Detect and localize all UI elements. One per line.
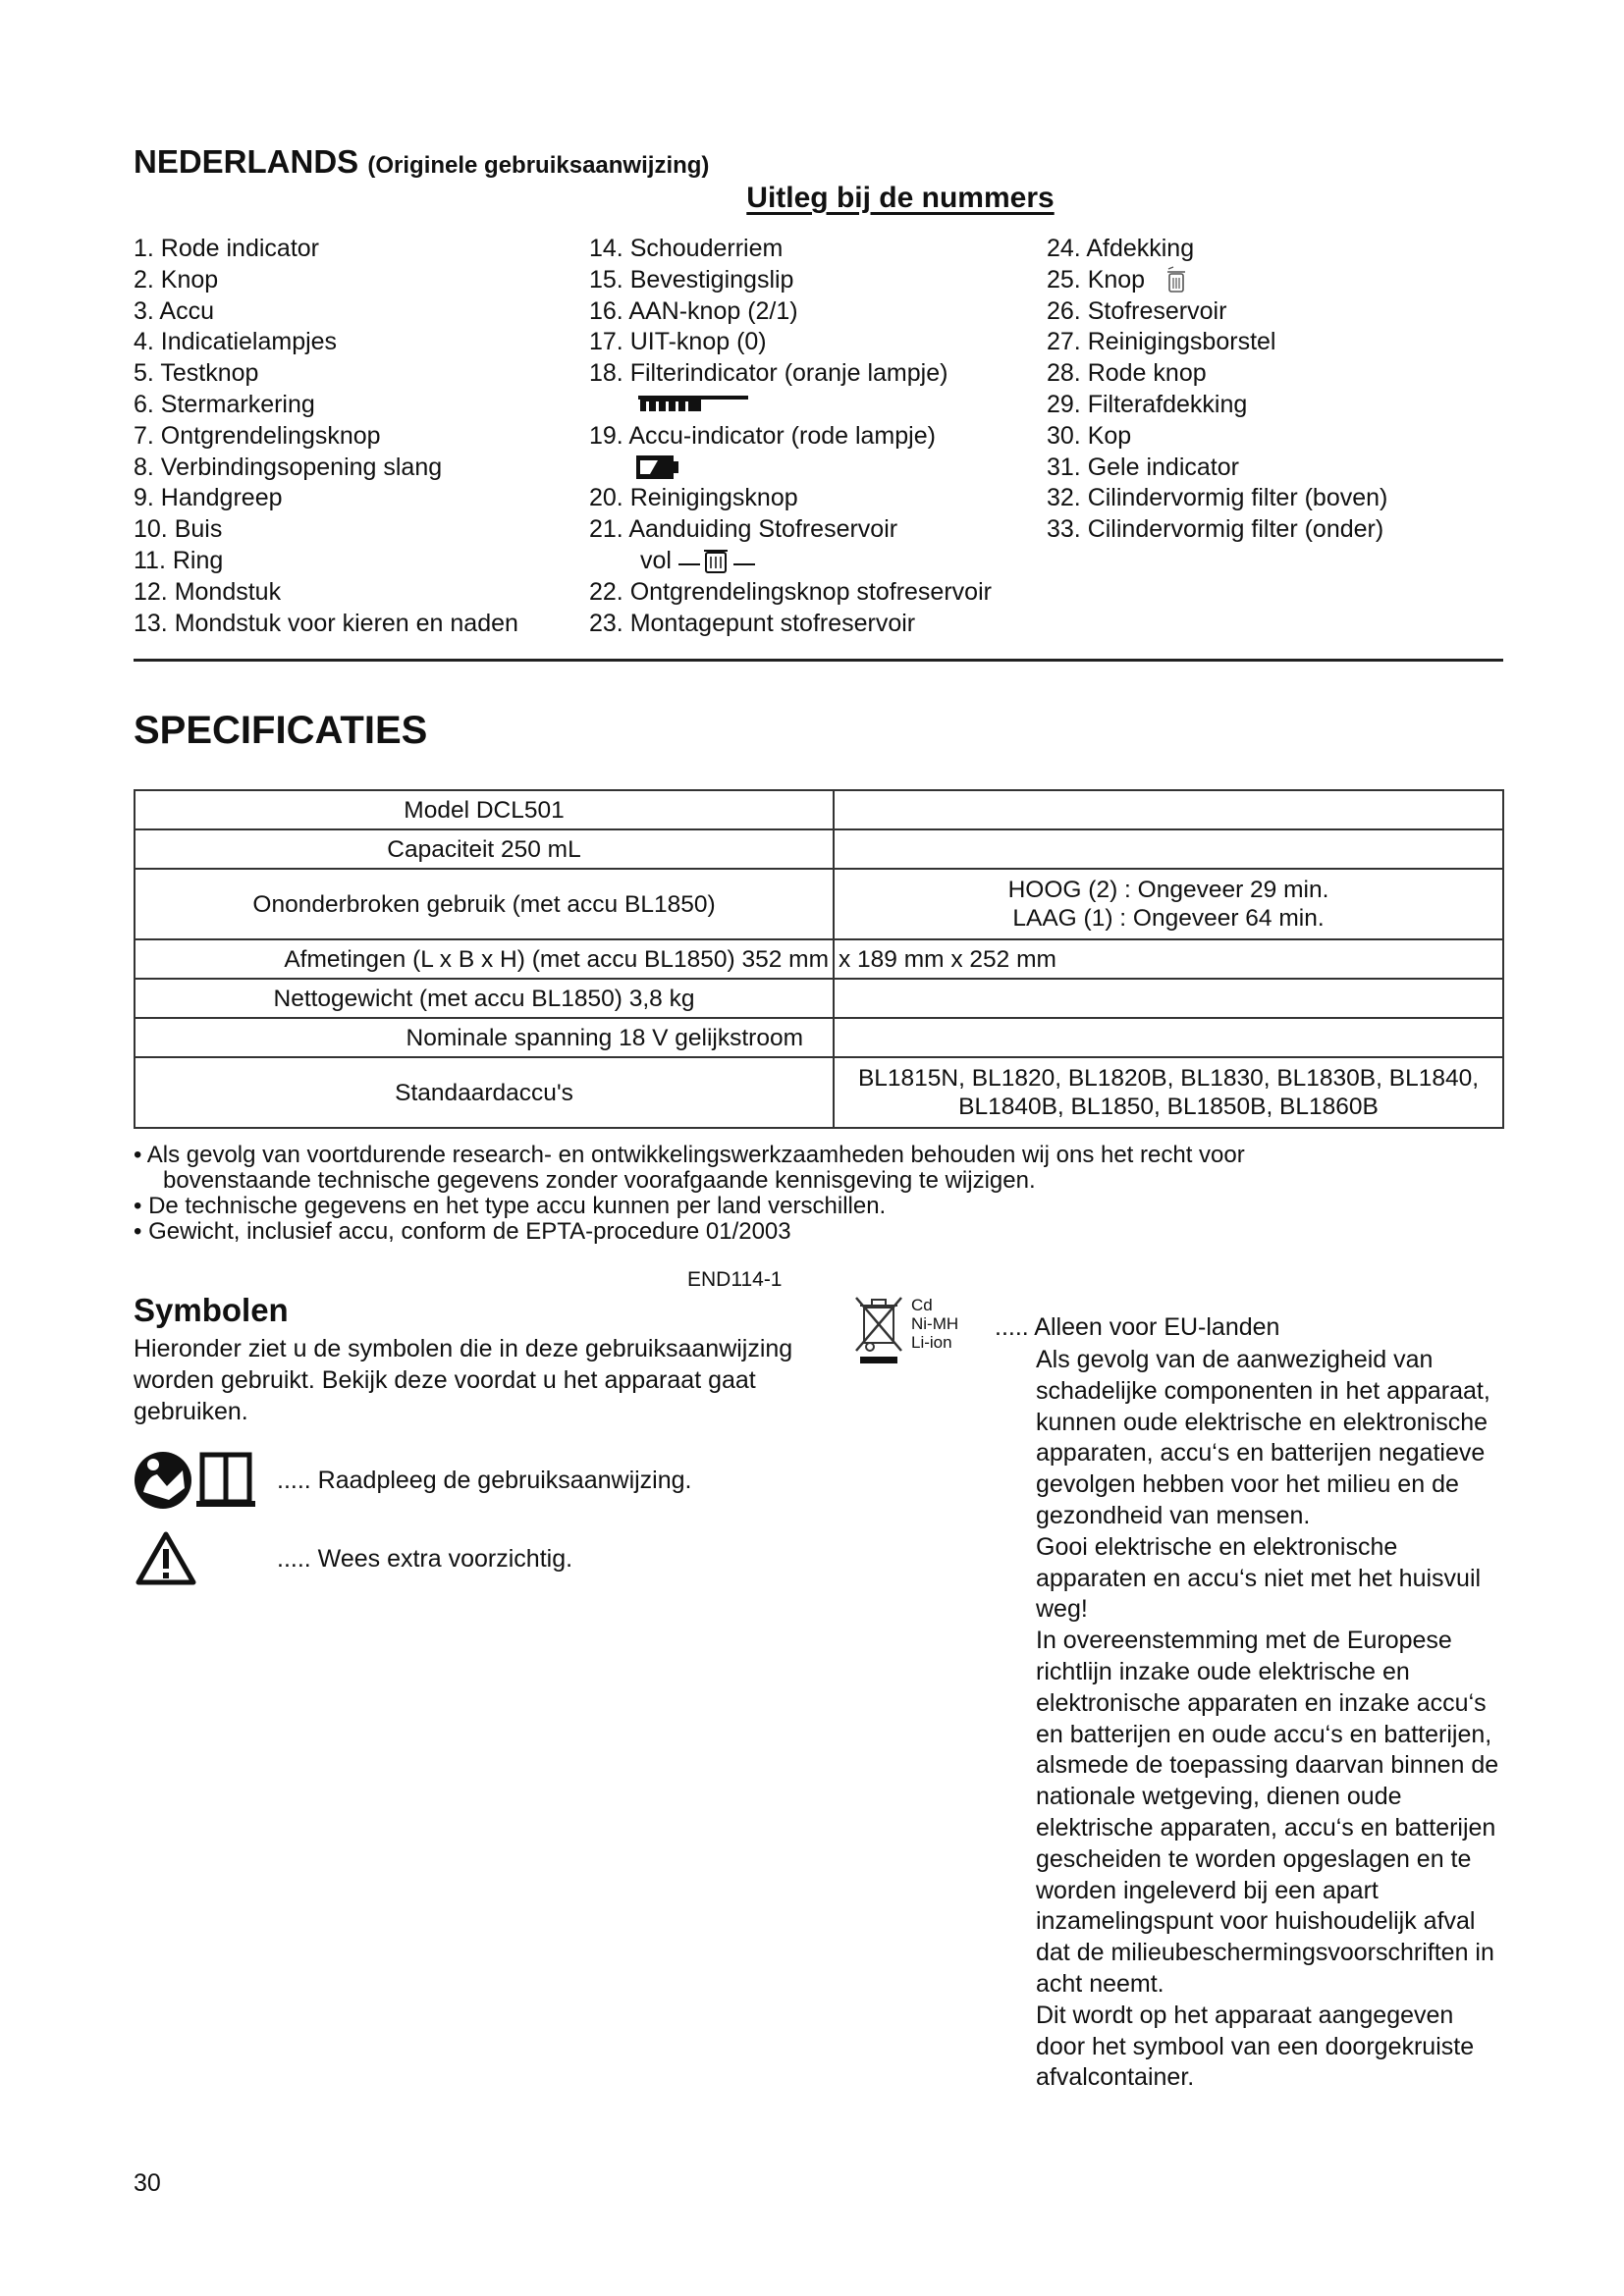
legend-item: 15. Bevestigingslip: [589, 265, 794, 294]
legend-item: 29. Filterafdekking: [1047, 390, 1248, 418]
read-manual-icon: [134, 1449, 271, 1512]
legend-item: 25. Knop: [1047, 265, 1146, 294]
table-row: [135, 939, 1503, 979]
spec-value-line: HOOG (2) : Ongeveer 29 min.: [1007, 877, 1329, 903]
spec-value: [834, 829, 1503, 869]
legend-item: 28. Rode knop: [1047, 359, 1207, 388]
spec-label: Nettogewicht (met accu BL1850) 3,8 kg: [135, 979, 834, 1018]
eu-heading: ..... Alleen voor EU-landen: [995, 1313, 1280, 1341]
battery-type-list: [911, 1296, 958, 1352]
legend-item: 21. Aanduiding Stofreservoir: [589, 515, 898, 544]
spec-label: Afmetingen (L x B x H) (met accu BL1850) 352 mm: [135, 939, 834, 979]
spec-notes: [134, 1143, 1245, 1245]
legend-item: 13. Mondstuk voor kieren en naden: [134, 609, 518, 637]
note-line: bovenstaande technische gegevens zonder voorafgaande kennisgeving te wijzigen.: [163, 1167, 1036, 1194]
filter-indicator-icon: [589, 390, 992, 421]
spec-value-line: LAAG (1) : Ongeveer 64 min.: [1012, 905, 1325, 932]
legend-item: 9. Handgreep: [134, 484, 283, 512]
legend-heading: [0, 182, 1624, 215]
table-row: [135, 869, 1503, 939]
spec-value: x 189 mm x 252 mm: [834, 939, 1503, 979]
legend-item: 16. AAN-knop (2/1): [589, 296, 798, 325]
legend-item: 27. Reinigingsborstel: [1047, 328, 1276, 356]
note-line: • Gewicht, inclusief accu, conform de EPTA-procedure 01/2003: [134, 1218, 791, 1245]
dust-container-icon: [678, 547, 757, 574]
legend-item: 10. Buis: [134, 515, 223, 544]
dust-full-indicator: [589, 546, 992, 577]
trash-icon: [1165, 266, 1187, 294]
note-line: • De technische gegevens en het type accu kunnen per land verschillen.: [134, 1193, 887, 1219]
section-divider: [134, 659, 1503, 662]
legend-item: 2. Knop: [134, 265, 219, 294]
legend-item: 17. UIT-knop (0): [589, 328, 767, 356]
spec-value: [834, 979, 1503, 1018]
legend-item: 12. Mondstuk: [134, 577, 282, 606]
spec-label: Nominale spanning 18 V gelijkstroom: [135, 1018, 834, 1057]
table-row: [135, 790, 1503, 829]
spec-label: Standaardaccu's: [135, 1057, 834, 1128]
legend-column-1: [134, 234, 518, 639]
eu-paragraph: In overeenstemming met de Europese richtlijn inzake oude elektrische en elektronische apparaten en inzake accu‘s en batterijen en oude accu‘s en batterijen, alsmede de toepassing daarvan binnen de nationale wetgeving, dienen oude elektrische apparaten, accu‘s en batterijen gescheiden te worden opgeslagen en te worden ingeleverd bij een apart inzamelingspunt voor huishoudelijk afval dat de milieubeschermingsvoorschriften in acht neemt.: [1036, 1627, 1499, 1998]
legend-item: 4. Indicatielampjes: [134, 328, 338, 356]
legend-item-knop: [1047, 265, 1387, 296]
legend-item: 32. Cilindervormig filter (boven): [1047, 484, 1388, 512]
spec-value-line: BL1815N, BL1820, BL1820B, BL1830, BL1830B, BL1840,: [857, 1065, 1480, 1092]
specs-table: [134, 789, 1504, 1129]
legend-item: 26. Stofreservoir: [1047, 296, 1227, 325]
spec-label: Model DCL501: [135, 790, 834, 829]
language-subtitle: (Originele gebruiksaanwijzing): [367, 152, 710, 179]
crossed-bin-icon: [852, 1294, 905, 1364]
eu-paragraph: Dit wordt op het apparaat aangegeven door het symbool van een doorgekruiste afvalcontainer.: [1036, 2001, 1475, 2092]
battery-type: Ni-MH: [911, 1314, 959, 1333]
battery-indicator-icon: [589, 453, 992, 484]
legend-column-2: [589, 234, 992, 639]
legend-item: 22. Ontgrendelingsknop stofreservoir: [589, 577, 992, 606]
spec-label: Ononderbroken gebruik (met accu BL1850): [135, 869, 834, 939]
table-row: [135, 979, 1503, 1018]
legend-item: 31. Gele indicator: [1047, 453, 1239, 481]
language-heading: [134, 143, 709, 181]
legend-item: 1. Rode indicator: [134, 235, 320, 262]
document-code: END114-1: [687, 1268, 783, 1291]
legend-column-3: [1047, 234, 1387, 546]
legend-item: 6. Stermarkering: [134, 390, 315, 418]
legend-item: 3. Accu: [134, 296, 214, 325]
legend-item: 7. Ontgrendelingsknop: [134, 421, 381, 450]
table-row: [135, 1057, 1503, 1128]
note-line: • Als gevolg van voortdurende research- en ontwikkelingswerkzaamheden behouden wij ons het recht voor: [134, 1142, 1245, 1168]
table-row: [135, 1018, 1503, 1057]
spec-value: [834, 790, 1503, 829]
legend-item: 11. Ring: [134, 546, 224, 574]
eu-paragraph: Gooi elektrische en elektronische apparaten en accu‘s niet met het huisvuil weg!: [1036, 1532, 1482, 1624]
manual-text: ..... Raadpleeg de gebruiksaanwijzing.: [277, 1467, 692, 1494]
caution-text: ..... Wees extra voorzichtig.: [277, 1545, 573, 1573]
legend-item: 19. Accu-indicator (rode lampje): [589, 421, 936, 450]
language-title: NEDERLANDS: [134, 143, 359, 180]
legend-item: 24. Afdekking: [1047, 235, 1195, 262]
battery-type: Li-ion: [911, 1333, 952, 1352]
legend-item: 14. Schouderriem: [589, 235, 784, 262]
symbols-intro: Hieronder ziet u de symbolen die in deze gebruiksaanwijzing worden gebruikt. Bekijk deze voordat u het apparaat gaat gebruiken.: [134, 1335, 793, 1425]
battery-type: Cd: [911, 1296, 933, 1314]
spec-value-line: BL1840B, BL1850, BL1850B, BL1860B: [958, 1094, 1379, 1120]
spec-value: [834, 869, 1503, 939]
legend-title: Uitleg bij de nummers: [746, 182, 1055, 214]
spec-value: [834, 1018, 1503, 1057]
dust-full-label: vol: [640, 546, 672, 574]
eu-paragraph: Als gevolg van de aanwezigheid van schadelijke componenten in het apparaat, kunnen oude elektrische en elektronische apparaten, accu‘s en batterijen negatieve gevolgen hebben voor het milieu en de gezondheid van mensen.: [1036, 1346, 1490, 1529]
legend-item: 18. Filterindicator (oranje lampje): [589, 359, 948, 388]
page-number: 30: [134, 2169, 161, 2197]
table-row: [135, 829, 1503, 869]
legend-item: 20. Reinigingsknop: [589, 484, 798, 512]
spec-value: [834, 1057, 1503, 1128]
legend-item: 30. Kop: [1047, 421, 1132, 450]
symbols-title: Symbolen: [134, 1292, 289, 1328]
legend-item: 8. Verbindingsopening slang: [134, 453, 443, 481]
legend-item: 23. Montagepunt stofreservoir: [589, 609, 916, 637]
warning-icon: [135, 1531, 196, 1586]
legend-item: 33. Cilindervormig filter (onder): [1047, 515, 1384, 544]
specs-title: SPECIFICATIES: [134, 709, 428, 752]
eu-text: [1036, 1345, 1507, 2094]
spec-label: Capaciteit 250 mL: [135, 829, 834, 869]
legend-item: 5. Testknop: [134, 359, 259, 388]
